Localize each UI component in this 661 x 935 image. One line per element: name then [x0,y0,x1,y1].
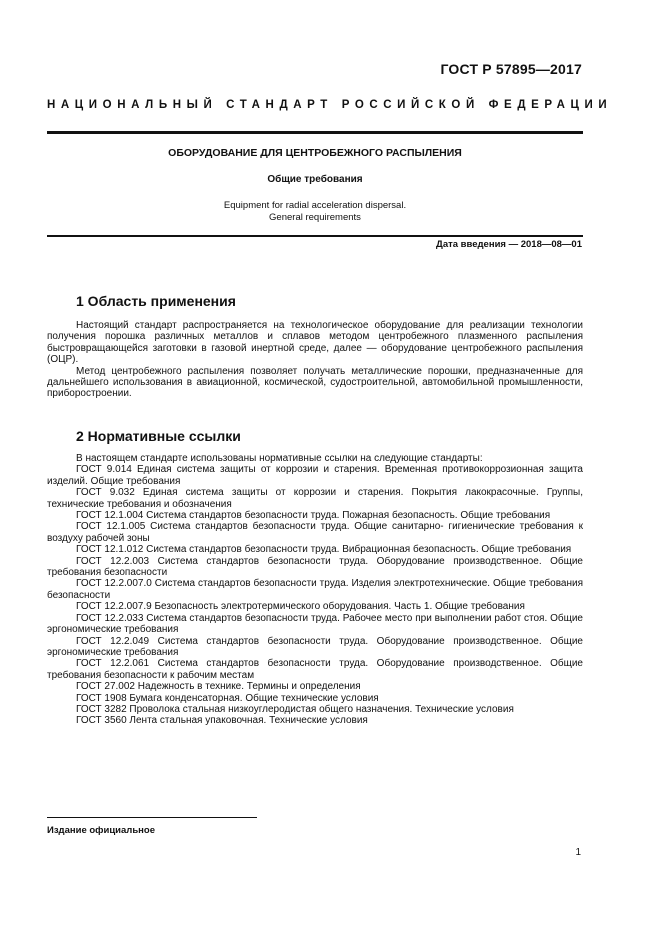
reference-item: ГОСТ 12.2.033 Система стандартов безопасности труда. Рабочее место при выполнении работ стоя. Общие эргономические требования [47,612,583,636]
title-rule [47,235,583,237]
document-subtitle: Общие требования [267,174,363,185]
gost-code: ГОСТ Р 57895—2017 [440,61,582,77]
reference-item: ГОСТ 1908 Бумага конденсаторная. Общие технические условия [76,692,379,704]
page-number: 1 [575,847,581,858]
footer-rule [47,817,257,818]
reference-item: ГОСТ 27.002 Надежность в технике. Термины и определения [76,681,361,693]
reference-item: ГОСТ 12.2.049 Система стандартов безопасности труда. Оборудование производственное. Общие эргономические требования [47,635,583,658]
national-standard-banner: НАЦИОНАЛЬНЫЙ СТАНДАРТ РОССИЙСКОЙ ФЕДЕРАЦИИ [47,99,613,111]
section-1-heading: 1 Область применения [76,293,236,309]
section-2-body [47,453,583,727]
reference-item: ГОСТ 12.2.003 Система стандартов безопасности труда. Оборудование производственное. Общие требования безопасности [47,555,583,579]
reference-item: ГОСТ 12.1.004 Система стандартов безопасности труда. Пожарная безопасность. Общие требования [76,510,551,522]
introduction-date: Дата введения — 2018—08—01 [436,239,582,250]
reference-item: ГОСТ 12.1.005 Система стандартов безопасности труда. Общие санитарно- гигиенические требования к воздуху рабочей зоны [47,521,583,544]
reference-item: ГОСТ 12.2.007.9 Безопасность электротермического оборудования. Часть 1. Общие требования [76,601,525,613]
english-title-line-1: Equipment for radial acceleration dispersal. [223,200,407,211]
english-title [47,200,583,224]
header-rule [47,131,583,134]
reference-item: ГОСТ 12.1.012 Система стандартов безопасности труда. Вибрационная безопасность. Общие требования [76,544,572,556]
reference-item: ГОСТ 12.2.007.0 Система стандартов безопасности труда. Изделия электротехнические. Общие требования безопасности [47,578,583,601]
paragraph: Метод центробежного распыления позволяет получать металлические порошки, предназначенные для дальнейшего использования в авиационной, космической, судостроительной, автомобильной промышленности, приборостроении. [47,365,583,400]
reference-item: ГОСТ 3282 Проволока стальная низкоуглеродистая общего назначения. Технические условия [76,703,514,715]
section-1-body [47,320,583,400]
document-title: ОБОРУДОВАНИЕ ДЛЯ ЦЕНТРОБЕЖНОГО РАСПЫЛЕНИЯ [168,147,462,159]
official-edition-label: Издание официальное [47,825,155,836]
reference-item: ГОСТ 3560 Лента стальная упаковочная. Технические условия [76,715,368,727]
reference-item: ГОСТ 9.014 Единая система защиты от коррозии и старения. Временная противокоррозионная защита изделий. Общие требования [47,464,583,487]
reference-item: ГОСТ 9.032 Единая система защиты от коррозии и старения. Покрытия лакокрасочные. Группы, технические требования и обозначения [47,487,583,510]
reference-item: ГОСТ 12.2.061 Система стандартов безопасности труда. Оборудование производственное. Общие требования безопасности к рабочим местам [47,658,583,681]
paragraph: В настоящем стандарте использованы нормативные ссылки на следующие стандарты: [76,453,483,464]
paragraph: Настоящий стандарт распространяется на технологическое оборудование для реализации технологии получения порошка различных металлов и сплавов методом центробежного плазменного распыления быстровращающейся заготовки в газовой инертной среде, далее — оборудование центробежного распыления (ОЦР). [47,320,583,366]
section-2-heading: 2 Нормативные ссылки [76,428,241,444]
english-title-line-2: General requirements [269,212,361,223]
